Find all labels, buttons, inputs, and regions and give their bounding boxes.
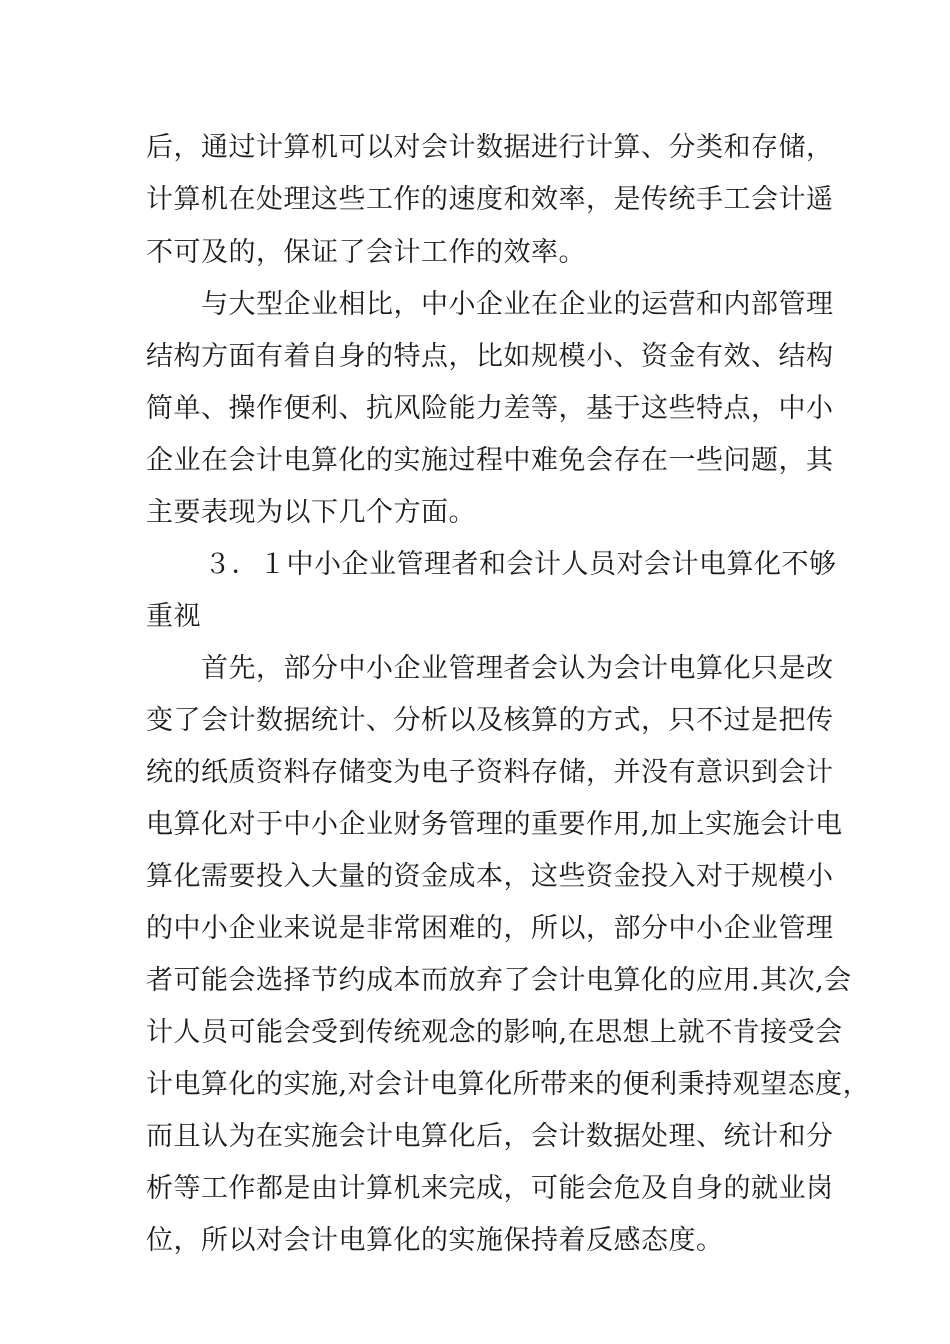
section-heading-continued: 重视 xyxy=(146,601,201,632)
paragraph-line: 主要表现为以下几个方面。 xyxy=(146,497,476,528)
paragraph-line: 位，所以对会计电算化的实施保持着反感态度。 xyxy=(146,1225,724,1256)
paragraph-line: 计算机在处理这些工作的速度和效率，是传统手工会计遥 xyxy=(146,184,834,215)
paragraph-line: 计电算化的实施,对会计电算化所带来的便利秉持观望态度， xyxy=(146,1069,871,1100)
paragraph-line: 变了会计数据统计、分析以及核算的方式，只不过是把传 xyxy=(146,705,834,736)
paragraph-line: 者可能会选择节约成本而放弃了会计电算化的应用.其次,会 xyxy=(146,965,852,996)
paragraph-line: 简单、操作便利、抗风险能力差等，基于这些特点，中小 xyxy=(146,393,834,424)
paragraph-line: 电算化对于中小企业财务管理的重要作用,加上实施会计电 xyxy=(146,809,843,840)
paragraph-line: 后，通过计算机可以对会计数据进行计算、分类和存储， xyxy=(146,132,834,163)
paragraph-line: 的中小企业来说是非常困难的，所以，部分中小企业管理 xyxy=(146,913,834,944)
paragraph-line: 统的纸质资料存储变为电子资料存储，并没有意识到会计 xyxy=(146,757,834,788)
section-heading: ３．１中小企业管理者和会计人员对会计电算化不够 xyxy=(204,549,837,580)
paragraph-line: 算化需要投入大量的资金成本，这些资金投入对于规模小 xyxy=(146,861,834,892)
paragraph-line: 析等工作都是由计算机来完成，可能会危及自身的就业岗 xyxy=(146,1173,834,1204)
paragraph-line: 计人员可能会受到传统观念的影响,在思想上就不肯接受会 xyxy=(146,1017,843,1048)
paragraph-line: 首先，部分中小企业管理者会认为会计电算化只是改 xyxy=(201,653,834,684)
paragraph-line: 而且认为在实施会计电算化后，会计数据处理、统计和分 xyxy=(146,1121,834,1152)
paragraph-line: 结构方面有着自身的特点，比如规模小、资金有效、结构 xyxy=(146,341,834,372)
paragraph-line: 与大型企业相比，中小企业在企业的运营和内部管理 xyxy=(201,289,834,320)
paragraph-line: 不可及的，保证了会计工作的效率。 xyxy=(146,237,586,268)
paragraph-line: 企业在会计电算化的实施过程中难免会存在一些问题，其 xyxy=(146,445,834,476)
